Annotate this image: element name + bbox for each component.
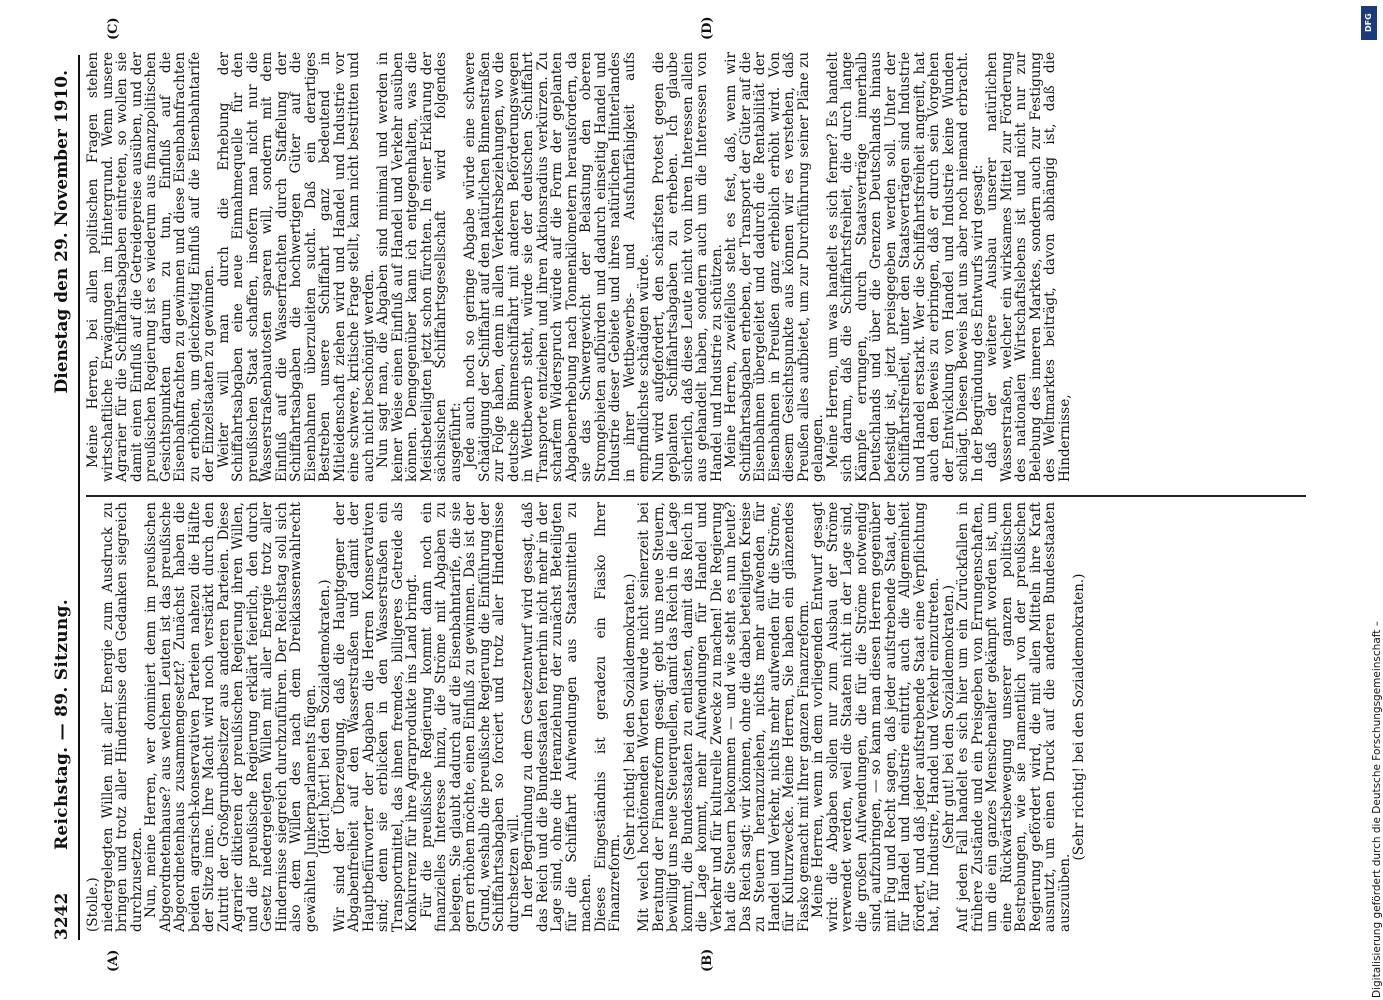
- paragraph: niedergelegten Willen mit aller Energie zum Ausdruck zu bringen und trotz aller Hindernisse den Gedanken siegreich durchzusetzen.: [99, 502, 145, 932]
- speaker-note: (Stolle.): [85, 877, 101, 932]
- digitization-note: [1359, 0, 1383, 1000]
- quotation: Jede auch noch so geringe Abgabe würde eine schwere Schädigung der Schiffahrt auf den natürlichen Binnenstraßen zur Folge haben, denn in allen Verkehrsbeziehungen, wo die deutsche Binnenschiffahrt mit anderen Beförderungswegen in Wettbewerb steht, würde sie der deutschen Schiffahrt Transporte entziehen und ihren Aktionsradius verkürzen. Zu scharfem Widerspruch würde auf die Form der geplanten Abgabenerhebung nach Tonnenkilometern herausfordern, da sie das Schwergewicht der Belastung den oberen Stromgebieten aufbürden und dadurch einseitig Handel und Industrie dieser Gebiete und ihres natürlichen Hinterlandes in ihrer Wettbewerbs- und Ausfuhrfähigkeit aufs empfindlichste schädigen würde.: [462, 52, 652, 482]
- margin-marker-d: (D): [700, 16, 715, 40]
- right-column: [86, 52, 1072, 482]
- running-head-left: Reichstag. — 89. Sitzung.: [52, 599, 72, 850]
- paragraph: Mit welch hochtönenden Worten wurde nicht seinerzeit bei Beratung der Finanzreform gesagt: gebt uns neue Steuern, bewilligt uns neue Steuerquellen, damit das Reich in die Lage kommt, die Bundesstaaten zu entlasten, damit das Reich in die Lage kommt, mehr Aufwendungen für Handel und Verkehr und für kulturelle Zwecke zu machen! Die Regierung hat die Steuern bekommen — und wie steht es nun heute? Das Reich sagt: wir können, ohne die dabei beteiligten Kreise zu Steuern heranzuziehen, nichts mehr aufwenden für Handel und Verkehr, nichts mehr aufwenden für die Ströme, für Kulturzwecke. Meine Herren, Sie haben ein glänzendes Fiasko gemacht mit Ihrer ganzen Finanzreform.: [636, 502, 812, 932]
- paragraph: Nun wird aufgefordert, den schärfsten Protest gegen die geplanten Schiffahrtsabgaben zu erheben. Ich glaube sicherlich, daß diese Leute nicht von ihren Interessen allein aus gehandelt haben, sondern auch um die Interessen von Handel und Industrie zu schützen.: [650, 52, 725, 482]
- quotation: daß der weitere Ausbau unserer natürlichen Wasserstraßen, welcher ein wirksames Mittel zur Förderung des nationalen Wirtschaftslebens ist und nicht nur zur Belebung des inneren Marktes, sondern auch zur Festigung des Weltmarktes beiträgt, davon abhängig ist, daß die Hindernisse,: [984, 52, 1073, 482]
- margin-marker-c: (C): [106, 17, 121, 40]
- paragraph: Meine Herren, zweifellos steht es fest, daß, wenn wir Schiffahrtsabgaben erheben, der Transport der Güter auf die Eisenbahnen übergeleitet und dadurch die Rentabilität der Eisenbahnen in Preußen ganz erheblich erhöht wird. Von diesem Gesichtspunkte aus können wir es verstehen, daß Preußen alles aufbietet, um zur Durchführung seiner Pläne zu gelangen.: [723, 52, 826, 482]
- interjection: (Sehr gut! bei den Sozialdemokraten.): [940, 584, 957, 850]
- interjection: (Hört! hört! bei den Sozialdemokraten.): [317, 579, 333, 855]
- margin-marker-a: (A): [106, 949, 121, 972]
- header-rule: [78, 55, 80, 940]
- paragraph: Wir sind der Überzeugung, daß die Hauptgegner der Abgabenfreiheit auf den Wasserstraßen und damit der Hauptbefürworter der Abgaben die Herren Konservativen sind; denn sie erblicken in den Wasserstraßen ein Transportmittel, das ihnen fremdes, billigeres Getreide als Konkurrenz für ihre Agrarprodukte ins Land bringt.: [331, 502, 420, 932]
- digitization-credit: Digitalisierung gefördert durch die Deutsche Forschungsgemeinschaft –: [1371, 621, 1383, 998]
- paragraph: Meine Herren, wenn in dem vorliegenden Entwurf gesagt wird: die Abgaben sollen nur zum Ausbau der Ströme verwendet werden, weil die Staaten nicht in der Lage sind, die großen Aufwendungen, die für die Ströme notwendig sind, aufzubringen, — so kann man diesen Herren gegenüber mit Fug und Recht sagen, daß jeder aufstrebende Staat, der für Handel und Industrie eintritt, auch die Allgemeinheit fördert, und daß jeder aufstrebende Staat eine Verpflichtung hat, für Industrie, Handel und Verkehr einzutreten.: [810, 502, 942, 932]
- left-column: [86, 502, 1087, 932]
- paragraph: Auf jeden Fall handelt es sich hier um ein Zurückfallen in frühere Zustände und ein Preisgeben von Errungenschaften, um die ein ganzes Menschenalter gekämpft worden ist, um eine Rückwärtsbewegung unserer ganzen politischen Bestrebungen, wie sie namentlich von der preußischen Regierung gefördert wird, die mit allen Mitteln ihre Kraft ausnutzt, um einen Druck auf die anderen Bundesstaaten auszuüben.: [955, 502, 1073, 932]
- dfg-logo: DFG: [1361, 6, 1377, 40]
- paragraph: Meine Herren, bei allen politischen Fragen stehen wirtschaftliche Erwägungen im Hintergrund. Wenn unsere Agrarier für die Schiffahrtsabgaben eintreten, so wollen sie damit einen Einfluß auf die Getreidepreise ausüben, und der preußischen Regierung ist es wiederum aus finanzpolitischen Gesichtspunkten darum zu tun, Einfluß auf die Eisenbahnfrachten zu gewinnen und diese Eisenbahnfrachten zu erhöhen, um gleichzeitig Einfluß auf die Eisenbahntarife der Einzelstaaten zu gewinnen.: [85, 52, 217, 482]
- column-divider: [86, 496, 1306, 498]
- paragraph: Meine Herren, um was handelt es sich ferner? Es handelt sich darum, daß die Schiffahrtsfreiheit, die durch lange Kämpfe errungen, durch Staatsverträge innerhalb Deutschlands und über die Grenzen Deutschlands hinaus befestigt ist, jetzt preisgegeben werden soll. Unter der Schiffahrtsfreiheit, unter den Staatsverträgen sind Industrie und Handel erstarkt. Wer die Schiffahrtsfreiheit angreift, hat auch den Beweis zu erbringen, daß er durch sein Vorgehen der Entwicklung von Handel und Industrie keine Wunden schlägt. Diesen Beweis hat uns aber noch niemand erbracht. In der Begründung des Entwurfs wird gesagt:: [824, 52, 986, 482]
- interjection: (Sehr richtig! bei den Sozialdemokraten.): [621, 573, 638, 861]
- paragraph: Nun sagt man, die Abgaben sind minimal und werden in keiner Weise einen Einfluß auf Handel und Verkehr ausüben können. Demgegenüber kann ich entgegenhalten, was die Meistbeteiligten jetzt schon fürchten. In einer Erklärung der sächsischen Schiffahrtsgesellschaft wird folgendes ausgeführt:: [375, 52, 464, 482]
- running-head-right: Dienstag den 29. November 1910.: [52, 70, 72, 394]
- paragraph: Für die preußische Regierung kommt dann noch ein finanzielles Interesse hinzu, die Ströme mit Abgaben zu belegen. Sie glaubt dadurch auf die Eisenbahntarife, die sie gern erhöhen möchte, einen Einfluß zu gewinnen. Das ist der Grund, weshalb die preußische Regierung die Einführung der Schiffahrtsabgaben so forciert und trotz aller Hindernisse durchsetzen will.: [418, 502, 522, 932]
- paragraph: In der Begründung zu dem Gesetzentwurf wird gesagt, daß das Reich und die Bundesstaaten fernerhin nicht mehr in der Lage sind, ohne die Heranziehung der zunächst Beteiligten für die Schiffahrt Aufwendungen aus Staatsmitteln zu machen.: [520, 502, 594, 932]
- paragraph: Dieses Eingeständnis ist geradezu ein Fiasko Ihrer Finanzreform.: [592, 502, 623, 932]
- paragraph: Weiter will man durch die Erhebung der Schiffahrtsabgaben eine neue Einnahmequelle für den preußischen Staat schaffen, insofern man nicht nur die Wasserstraßenbautosten sparen will, sondern mit dem Einfluß auf die Wasserfrachten durch Staffelung der Schiffahrtsabgaben die hochwertigen Güter auf die Eisenbahnen überzuleiten sucht. Daß ein derartiges Bestreben unsere Schiffahrt ganz bedeutend in Mitleidenschaft ziehen wird und Handel und Industrie vor eine schwere, kritische Frage stellt, kann nicht bestritten und auch nicht beschönigt werden.: [215, 52, 377, 482]
- paragraph: Nun, meine Herren, wer dominiert denn im preußischen Abgeordnetenhause? aus welchen Leuten ist das preußische Abgeordnetenhaus zusammengesetzt? Zunächst haben die beiden agrarisch-konservativen Parteien nahezu die Hälfte der Sitze inne. Ihre Macht wird noch verstärkt durch den Zutritt der Großgrundbesitzer aus anderen Parteien. Diese Agrarier diktieren der preußischen Regierung ihren Willen, und die preußische Regierung erklärt feierlich, den durch Gesetz niedergelegten Willen mit aller Energie trotz aller Hindernisse siegreich durchzuführen. Der Reichstag soll sich also dem Willen des nach dem Dreiklassenwahlrecht gewählten Junkerparlaments fügen.: [143, 502, 319, 932]
- margin-marker-b: (B): [700, 948, 715, 972]
- interjection: (Sehr richtig! bei den Sozialdemokraten.): [1071, 573, 1087, 861]
- page-number: 3242: [52, 892, 72, 940]
